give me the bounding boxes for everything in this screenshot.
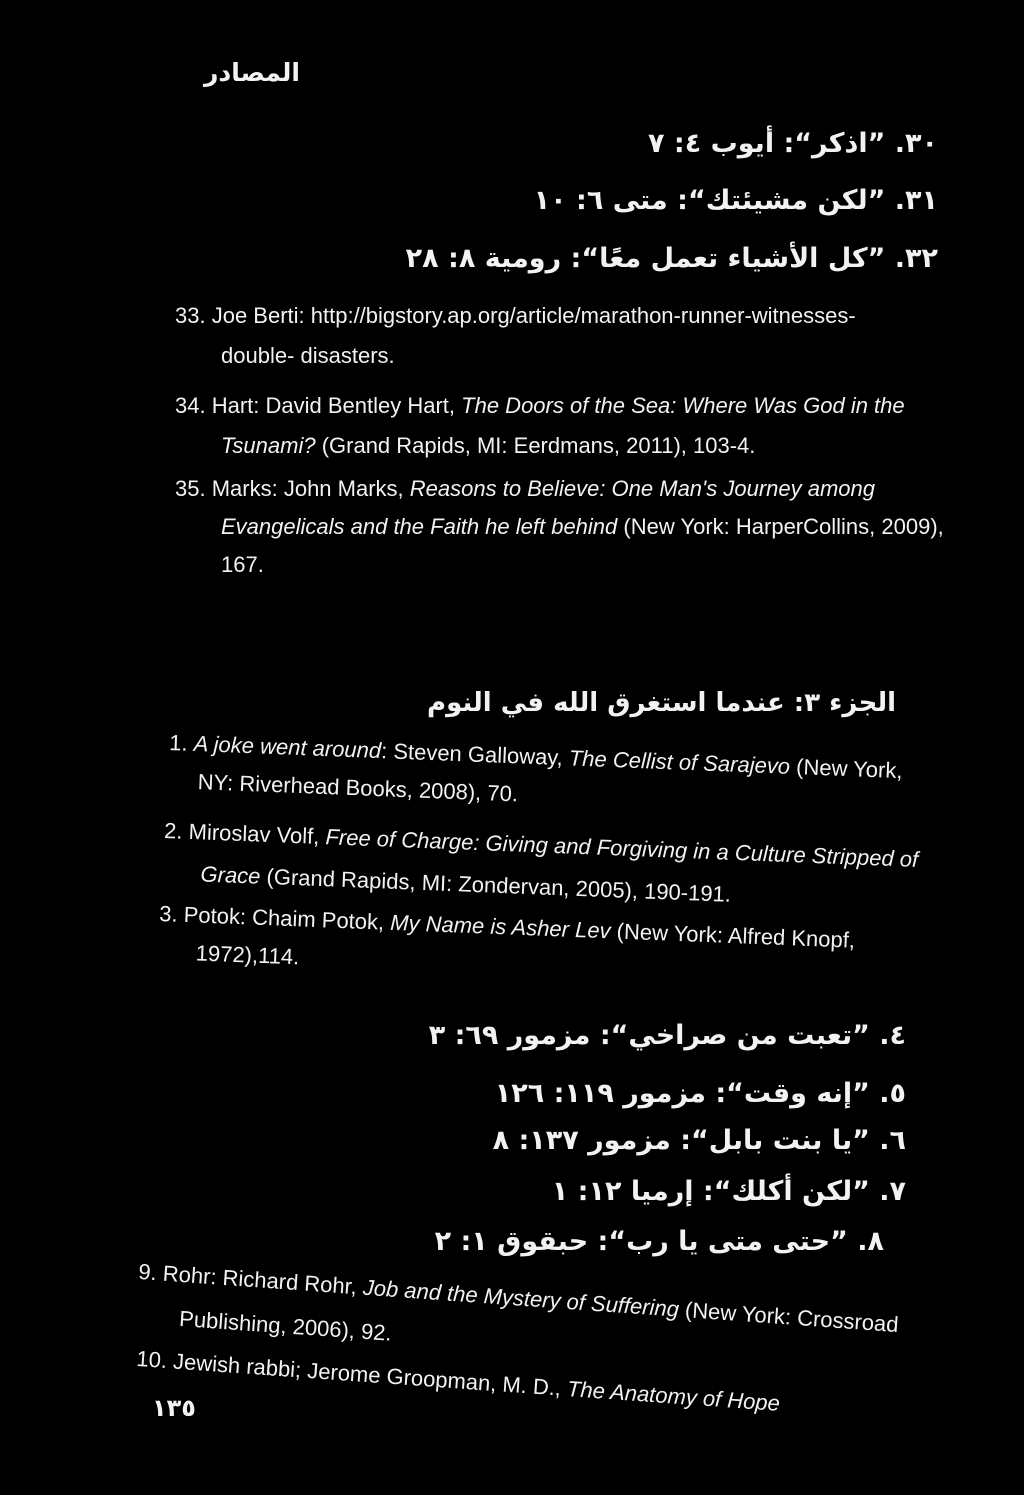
arabic-note-7: ٧. ”لكن أكلك“: إرميا ١٢: ١ — [551, 1176, 906, 1207]
note-text: Potok: Chaim Potok, — [183, 901, 391, 935]
page-number: ١٣٥ — [152, 1394, 196, 1422]
note-text: double- disasters. — [221, 343, 395, 368]
arabic-note-6: ٦. ”يا بنت بابل“: مزمور ١٣٧: ٨ — [492, 1125, 906, 1156]
note-text: : Steven Galloway, — [380, 738, 570, 771]
arabic-note-8: ٨. ”حتى متى يا رب“: حبقوق ١: ٢ — [434, 1226, 884, 1257]
arabic-note-31: ٣١. ”لكن مشيئتك“: متى ٦: ١٠ — [533, 185, 938, 216]
note-35 — [175, 470, 946, 584]
note-text: (Grand Rapids, MI: Zondervan, 2005), 190-191. — [259, 863, 732, 907]
note-text: Hart: David Bentley Hart, — [211, 393, 462, 418]
note-number: 9. — [137, 1258, 158, 1286]
note-text: Rohr: Richard Rohr, — [162, 1260, 364, 1300]
note-text: Marks: John Marks, — [211, 476, 410, 501]
note-text: (New York: HarperCollins, 2009), 167. — [221, 514, 944, 577]
note-text: (New York, NY: Riverhead Books, 2008), 70. — [197, 753, 903, 807]
work-title: Reasons to Believe: One Man's Journey among Evangelicals and the Faith he left behind — [221, 476, 875, 539]
work-title: The Anatomy of Hope — [566, 1376, 781, 1416]
note-text: (New York: Alfred Knopf, 1972),114. — [195, 918, 856, 970]
note-number: 33. — [175, 303, 206, 328]
work-title: The Doors of the Sea: Where Was God in the Tsunami? — [221, 393, 905, 458]
note-33 — [175, 296, 915, 376]
work-title: My Name is Asher Lev — [389, 909, 612, 944]
work-title: Job and the Mystery of Suffering — [362, 1274, 680, 1322]
note-text: Jewish rabbi; Jerome Groopman, M. D., — [172, 1348, 569, 1402]
chapter-heading: الجزء ٣: عندما استغرق الله في النوم — [427, 688, 896, 718]
page-header: المصادر — [204, 59, 300, 87]
note-number: 35. — [175, 476, 206, 501]
note-lead: A joke went around — [193, 730, 382, 764]
arabic-note-32: ٣٢. ”كل الأشياء تعمل معًا“: رومية ٨: ٢٨ — [405, 243, 938, 274]
note-text: Joe Berti: http://bigstory.ap.org/article/marathon-runner-witnesses- — [211, 303, 856, 328]
note-text: Miroslav Volf, — [188, 818, 326, 850]
note-text: (Grand Rapids, MI: Eerdmans, 2011), 103-4. — [315, 433, 756, 458]
note-number: 2. — [163, 817, 184, 844]
note-text: (New York: Crossroad Publishing, 2006), 92. — [178, 1296, 900, 1346]
work-title: Free of Charge: Giving and Forgiving in a Culture Stripped of Grace — [200, 824, 919, 889]
note-number: 3. — [158, 900, 179, 927]
arabic-note-5: ٥. ”إنه وقت“: مزمور ١١٩: ١٢٦ — [494, 1078, 906, 1109]
note-number: 10. — [135, 1345, 168, 1374]
arabic-note-4: ٤. ”تعبت من صراخي“: مزمور ٦٩: ٣ — [428, 1020, 906, 1051]
chapter3-note-1 — [167, 724, 919, 829]
arabic-note-30: ٣٠. ”اذكر“: أيوب ٤: ٧ — [648, 128, 938, 159]
note-number: 1. — [168, 729, 189, 756]
work-title: The Cellist of Sarajevo — [568, 745, 791, 779]
note-number: 34. — [175, 393, 206, 418]
note-34 — [175, 386, 961, 466]
